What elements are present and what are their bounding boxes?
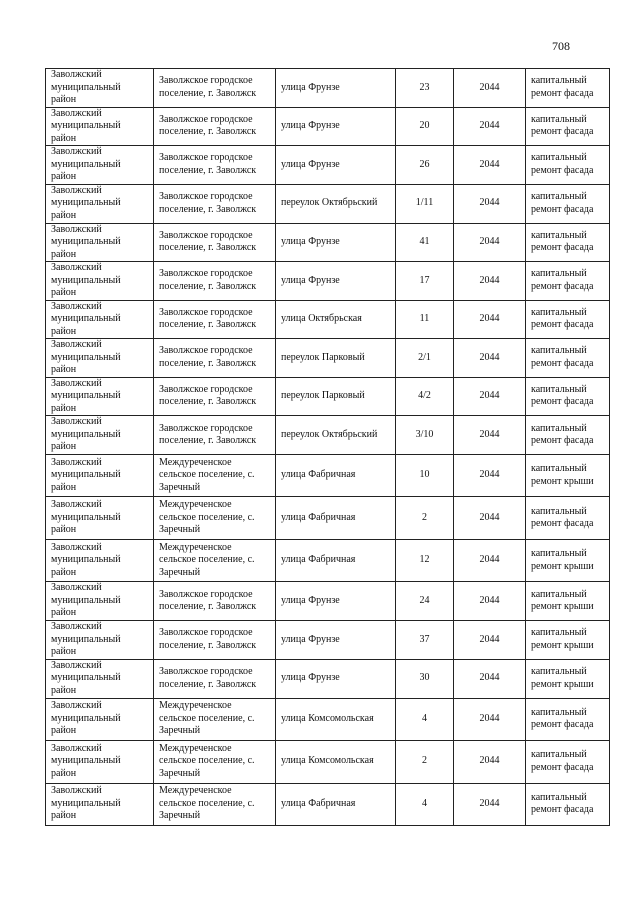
house-number-cell: 41: [396, 223, 454, 262]
district-cell: Заволжский муниципальный район: [46, 540, 154, 582]
year-cell: 2044: [454, 740, 526, 783]
table-row: [46, 497, 610, 540]
street-cell: улица Фабричная: [276, 497, 396, 540]
settlement-cell: Заволжское городское поселение, г. Заволжск: [154, 339, 276, 378]
year-cell: 2044: [454, 107, 526, 146]
work-type-cell: капитальный ремонт фасада: [526, 300, 610, 339]
settlement-cell: Междуреченское сельское поселение, с. Заречный: [154, 783, 276, 825]
district-cell: Заволжский муниципальный район: [46, 339, 154, 378]
work-type-cell: капитальный ремонт крыши: [526, 540, 610, 582]
district-cell: Заволжский муниципальный район: [46, 262, 154, 301]
house-number-cell: 2: [396, 740, 454, 783]
street-cell: улица Комсомольская: [276, 698, 396, 740]
district-cell: Заволжский муниципальный район: [46, 455, 154, 497]
year-cell: 2044: [454, 698, 526, 740]
year-cell: 2044: [454, 69, 526, 108]
year-cell: 2044: [454, 262, 526, 301]
settlement-cell: Междуреченское сельское поселение, с. Заречный: [154, 540, 276, 582]
year-cell: 2044: [454, 659, 526, 698]
district-cell: Заволжский муниципальный район: [46, 497, 154, 540]
district-cell: Заволжский муниципальный район: [46, 621, 154, 660]
work-type-cell: капитальный ремонт фасада: [526, 377, 610, 416]
house-number-cell: 3/10: [396, 416, 454, 455]
house-number-cell: 23: [396, 69, 454, 108]
page-number: 708: [552, 39, 570, 53]
settlement-cell: Заволжское городское поселение, г. Заволжск: [154, 621, 276, 660]
year-cell: 2044: [454, 621, 526, 660]
table-row: [46, 783, 610, 825]
work-type-cell: капитальный ремонт фасада: [526, 783, 610, 825]
street-cell: переулок Октябрьский: [276, 416, 396, 455]
house-number-cell: 11: [396, 300, 454, 339]
district-cell: Заволжский муниципальный район: [46, 740, 154, 783]
settlement-cell: Заволжское городское поселение, г. Заволжск: [154, 377, 276, 416]
street-cell: улица Фрунзе: [276, 223, 396, 262]
year-cell: 2044: [454, 582, 526, 621]
table-row: [46, 107, 610, 146]
settlement-cell: Междуреченское сельское поселение, с. Заречный: [154, 497, 276, 540]
district-cell: Заволжский муниципальный район: [46, 107, 154, 146]
district-cell: Заволжский муниципальный район: [46, 184, 154, 223]
table-row: [46, 740, 610, 783]
house-number-cell: 26: [396, 146, 454, 185]
district-cell: Заволжский муниципальный район: [46, 377, 154, 416]
house-number-cell: 24: [396, 582, 454, 621]
street-cell: улица Октябрьская: [276, 300, 396, 339]
settlement-cell: Междуреченское сельское поселение, с. Заречный: [154, 740, 276, 783]
settlement-cell: Заволжское городское поселение, г. Заволжск: [154, 69, 276, 108]
year-cell: 2044: [454, 540, 526, 582]
street-cell: переулок Парковый: [276, 339, 396, 378]
settlement-cell: Заволжское городское поселение, г. Заволжск: [154, 300, 276, 339]
district-cell: Заволжский муниципальный район: [46, 416, 154, 455]
street-cell: улица Комсомольская: [276, 740, 396, 783]
table-row: [46, 698, 610, 740]
district-cell: Заволжский муниципальный район: [46, 300, 154, 339]
work-type-cell: капитальный ремонт фасада: [526, 416, 610, 455]
house-number-cell: 10: [396, 455, 454, 497]
work-type-cell: капитальный ремонт фасада: [526, 146, 610, 185]
table-row: [46, 300, 610, 339]
settlement-cell: Заволжское городское поселение, г. Заволжск: [154, 223, 276, 262]
district-cell: Заволжский муниципальный район: [46, 69, 154, 108]
year-cell: 2044: [454, 300, 526, 339]
table-row: [46, 540, 610, 582]
settlement-cell: Междуреченское сельское поселение, с. Заречный: [154, 698, 276, 740]
table-row: [46, 262, 610, 301]
table-row: [46, 339, 610, 378]
settlement-cell: Заволжское городское поселение, г. Заволжск: [154, 184, 276, 223]
table-row: [46, 582, 610, 621]
work-type-cell: капитальный ремонт фасада: [526, 339, 610, 378]
street-cell: улица Фабричная: [276, 783, 396, 825]
table-row: [46, 455, 610, 497]
settlement-cell: Заволжское городское поселение, г. Заволжск: [154, 416, 276, 455]
work-type-cell: капитальный ремонт фасада: [526, 223, 610, 262]
house-number-cell: 2/1: [396, 339, 454, 378]
work-type-cell: капитальный ремонт крыши: [526, 582, 610, 621]
street-cell: улица Фрунзе: [276, 659, 396, 698]
street-cell: улица Фрунзе: [276, 262, 396, 301]
district-cell: Заволжский муниципальный район: [46, 146, 154, 185]
work-type-cell: капитальный ремонт фасада: [526, 107, 610, 146]
work-type-cell: капитальный ремонт фасада: [526, 740, 610, 783]
table-row: [46, 223, 610, 262]
house-number-cell: 1/11: [396, 184, 454, 223]
year-cell: 2044: [454, 497, 526, 540]
year-cell: 2044: [454, 377, 526, 416]
street-cell: улица Фрунзе: [276, 69, 396, 108]
street-cell: улица Фрунзе: [276, 107, 396, 146]
house-number-cell: 12: [396, 540, 454, 582]
table-body: [46, 69, 610, 826]
street-cell: улица Фабричная: [276, 455, 396, 497]
street-cell: улица Фрунзе: [276, 582, 396, 621]
house-number-cell: 4/2: [396, 377, 454, 416]
house-number-cell: 30: [396, 659, 454, 698]
house-number-cell: 2: [396, 497, 454, 540]
table-row: [46, 659, 610, 698]
table-row: [46, 146, 610, 185]
work-type-cell: капитальный ремонт фасада: [526, 184, 610, 223]
street-cell: переулок Парковый: [276, 377, 396, 416]
housing-repair-table: [45, 68, 610, 826]
settlement-cell: Междуреченское сельское поселение, с. Заречный: [154, 455, 276, 497]
settlement-cell: Заволжское городское поселение, г. Заволжск: [154, 146, 276, 185]
settlement-cell: Заволжское городское поселение, г. Заволжск: [154, 107, 276, 146]
year-cell: 2044: [454, 455, 526, 497]
table-row: [46, 377, 610, 416]
district-cell: Заволжский муниципальный район: [46, 659, 154, 698]
work-type-cell: капитальный ремонт фасада: [526, 497, 610, 540]
house-number-cell: 20: [396, 107, 454, 146]
work-type-cell: капитальный ремонт крыши: [526, 455, 610, 497]
district-cell: Заволжский муниципальный район: [46, 783, 154, 825]
district-cell: Заволжский муниципальный район: [46, 582, 154, 621]
street-cell: переулок Октябрьский: [276, 184, 396, 223]
work-type-cell: капитальный ремонт фасада: [526, 262, 610, 301]
work-type-cell: капитальный ремонт фасада: [526, 69, 610, 108]
work-type-cell: капитальный ремонт крыши: [526, 659, 610, 698]
table-row: [46, 184, 610, 223]
district-cell: Заволжский муниципальный район: [46, 223, 154, 262]
year-cell: 2044: [454, 146, 526, 185]
year-cell: 2044: [454, 223, 526, 262]
street-cell: улица Фрунзе: [276, 621, 396, 660]
district-cell: Заволжский муниципальный район: [46, 698, 154, 740]
settlement-cell: Заволжское городское поселение, г. Заволжск: [154, 262, 276, 301]
settlement-cell: Заволжское городское поселение, г. Заволжск: [154, 659, 276, 698]
work-type-cell: капитальный ремонт фасада: [526, 698, 610, 740]
year-cell: 2044: [454, 783, 526, 825]
house-number-cell: 4: [396, 698, 454, 740]
table-row: [46, 69, 610, 108]
house-number-cell: 17: [396, 262, 454, 301]
work-type-cell: капитальный ремонт крыши: [526, 621, 610, 660]
table-row: [46, 621, 610, 660]
house-number-cell: 37: [396, 621, 454, 660]
settlement-cell: Заволжское городское поселение, г. Заволжск: [154, 582, 276, 621]
street-cell: улица Фабричная: [276, 540, 396, 582]
street-cell: улица Фрунзе: [276, 146, 396, 185]
house-number-cell: 4: [396, 783, 454, 825]
year-cell: 2044: [454, 416, 526, 455]
year-cell: 2044: [454, 339, 526, 378]
table-row: [46, 416, 610, 455]
year-cell: 2044: [454, 184, 526, 223]
